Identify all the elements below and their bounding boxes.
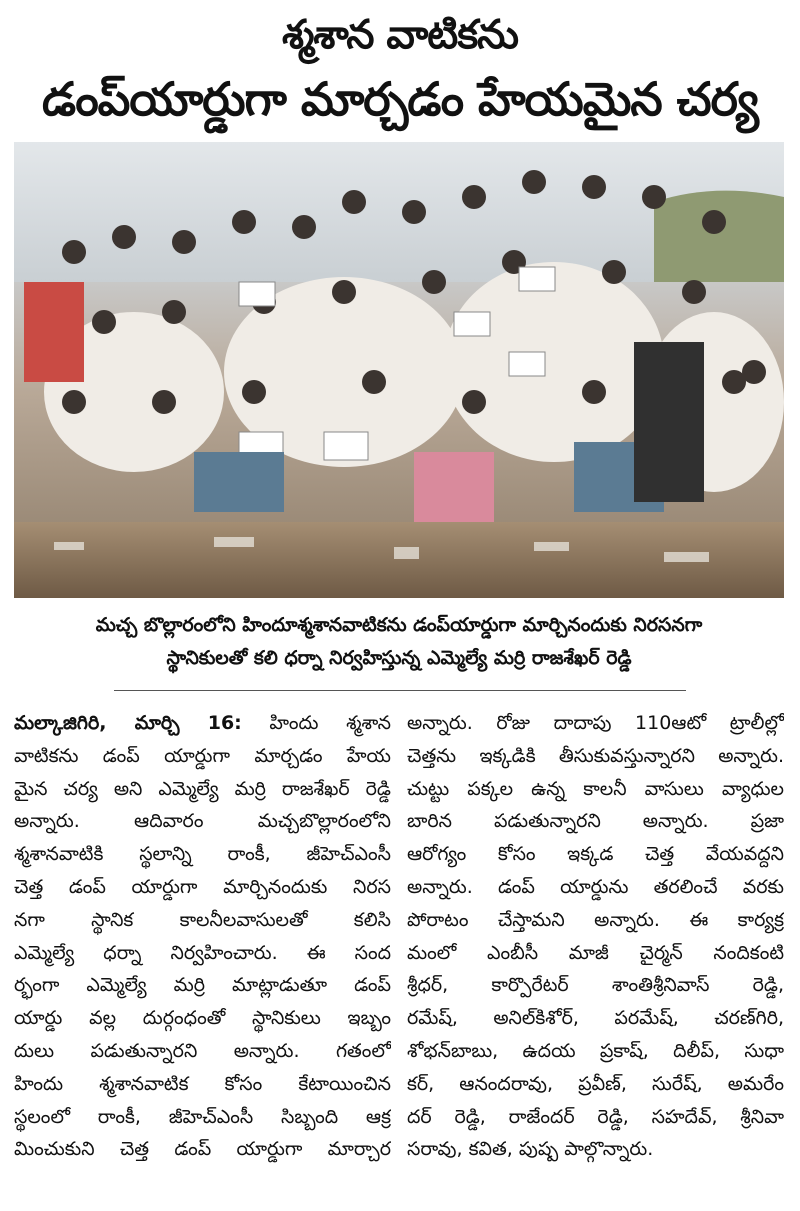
protest-photo-illustration	[14, 142, 784, 598]
article-line: అన్నారు. రోజు దాదాపు 110ఆటో ట్రాలీల్లో	[407, 712, 784, 734]
article-line: సరావు, కవిత, పుష్ప పాల్గొన్నారు.	[407, 1138, 654, 1161]
article-line: దులు పడుతున్నారని అన్నారు. గతంలో	[14, 1039, 391, 1062]
photo-caption-line-2: స్థానికులతో కలి ధర్నా నిర్వహిస్తున్న ఎమ్మెల్యే మర్రి రాజశేఖర్ రెడ్డి	[166, 647, 632, 669]
article-line	[14, 707, 391, 740]
article-line: పోరాటం చేస్తామని అన్నారు. ఈ కార్యక్ర	[407, 908, 784, 931]
article-line: వాటికను డంప్ యార్డుగా మార్చడం హేయ	[14, 744, 391, 767]
article-line: రమేష్, అనిల్‌కిశోర్, పరమేష్, చరణ్‌గిరి,	[407, 1007, 784, 1030]
article-line: నగా స్థానిక కాలనీలవాసులతో కలిసి	[14, 908, 391, 931]
headline-line-1: శ్మశాన వాటికను	[281, 12, 518, 58]
article-text: హిందు శ్మశాన	[241, 712, 391, 734]
article-line: ఆరోగ్యం కోసం ఇక్కడ చెత్త వేయవద్దని	[407, 843, 784, 866]
article-line: అన్నారు. ఆదివారం మచ్చబొల్లారంలోని	[14, 810, 391, 833]
article-column-right	[407, 707, 784, 1166]
article-line: హిందు శ్మశానవాటిక కోసం కేటాయించిన	[14, 1072, 391, 1095]
photo-caption-line-1: మచ్చ బొల్లారంలోని హిందూశ్మశానవాటికను డంప్‌యార్డుగా మార్చినందుకు నిరసనగా	[95, 614, 703, 636]
article-line: చెత్తను ఇక్కడికి తీసుకువస్తున్నారని అన్నారు.	[407, 744, 784, 767]
article-line: శ్మశానవాటికి స్థలాన్ని రాంకీ, జీహెచ్ఎంసీ	[14, 843, 391, 866]
article-line: అన్నారు. డంప్ యార్డును తరలించే వరకు	[407, 875, 784, 898]
article-line: శ్రీధర్, కార్పొరేటర్ శాంతిశ్రీనివాస్ రెడ్డి,	[407, 974, 784, 997]
article-column-left	[14, 707, 391, 1166]
article-line: యార్డు వల్ల దుర్గంధంతో స్థానికులు ఇబ్బం	[14, 1007, 391, 1030]
article-line: స్థలంలో రాంకీ, జీహెచ్ఎంసీ సిబ్బంది ఆక్ర	[14, 1105, 391, 1128]
dateline: మల్కాజిగిరి, మార్చి 16:	[14, 712, 242, 734]
article-line: చెత్త డంప్ యార్డుగా మార్చినందుకు నిరస	[14, 875, 391, 898]
article-line: మైన చర్య అని ఎమ్మెల్యే మర్రి రాజశేఖర్ రెడ్డి	[14, 777, 391, 800]
article-line: చుట్టు పక్కల ఉన్న కాలనీ వాసులు వ్యాధుల	[407, 777, 784, 800]
article-line: బారిన పడుతున్నారని అన్నారు. ప్రజా	[407, 810, 784, 833]
article-line: కర్, ఆనందరావు, ప్రవీణ్, సురేష్, అమరేం	[407, 1072, 784, 1095]
article-line: దర్ రెడ్డి, రాజేందర్ రెడ్డి, సహదేవ్, శ్రీనివా	[407, 1105, 784, 1128]
headline-line-2: డంప్‌యార్డుగా మార్చడం హేయమైన చర్య	[42, 72, 758, 126]
article-line: ఎమ్మెల్యే ధర్నా నిర్వహించారు. ఈ సంద	[14, 941, 391, 964]
protest-photo	[14, 142, 784, 598]
article-line: శోభన్‌బాబు, ఉదయ ప్రకాష్, దిలీప్, సుధా	[407, 1039, 784, 1062]
caption-divider	[114, 690, 686, 691]
article-line: ర్భంగా ఎమ్మెల్యే మర్రి మాట్లాడుతూ డంప్	[14, 974, 391, 997]
article-line: మించుకుని చెత్త డంప్ యార్డుగా మార్చార	[14, 1138, 391, 1161]
article-line: మంలో ఎంబీసీ మాజీ చైర్మన్ నందికంటి	[407, 941, 784, 964]
